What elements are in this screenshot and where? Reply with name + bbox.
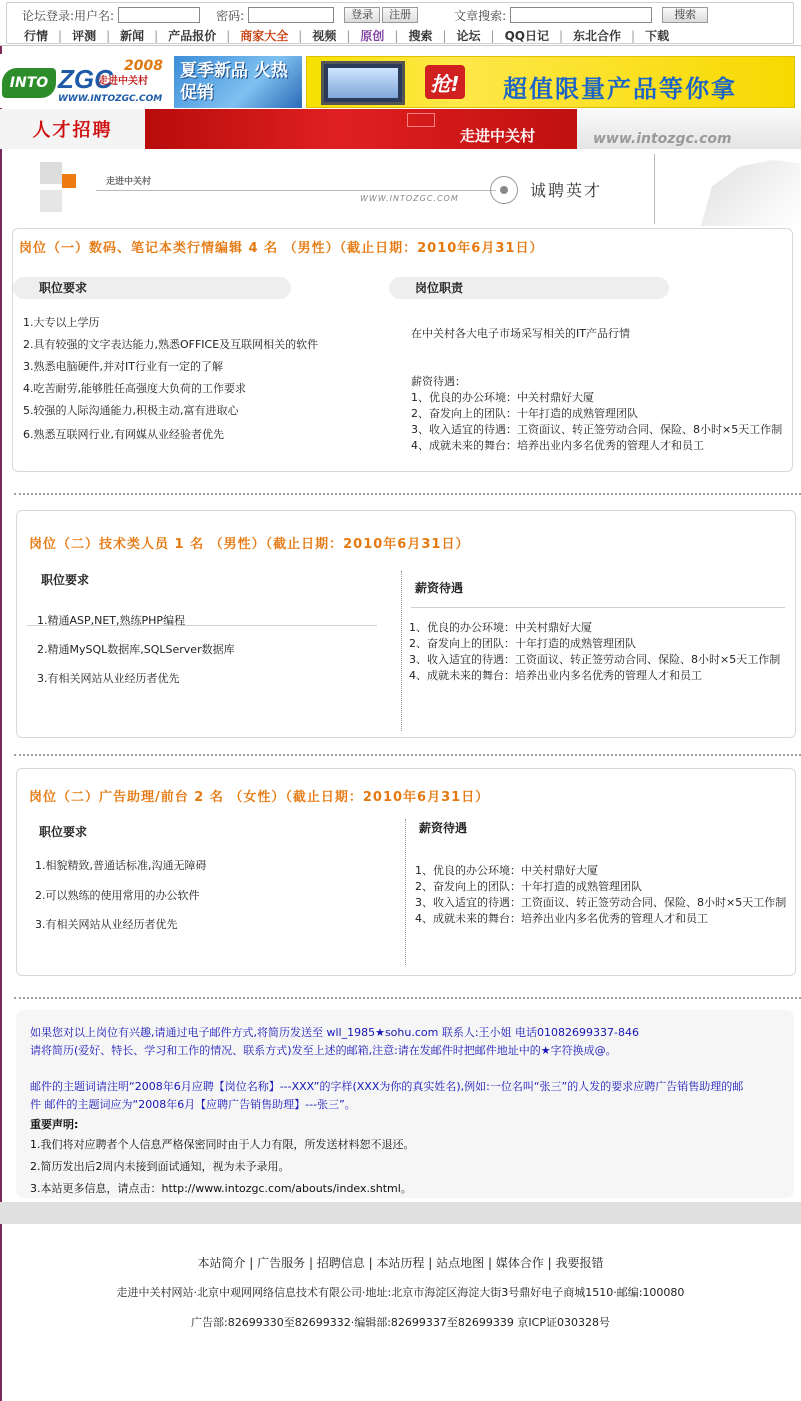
salary-item: 1、优良的办公环境：中关村鼎好大厦 bbox=[411, 391, 594, 404]
summer-promo-banner[interactable] bbox=[174, 56, 302, 108]
requirement-item: 3.熟悉电脑硬件,并对IT行业有一定的了解 bbox=[23, 360, 223, 373]
requirement-underline bbox=[27, 625, 377, 626]
nav-separator: | bbox=[442, 28, 447, 43]
decor-square bbox=[40, 162, 62, 184]
footer-phone-info: 广告部:82699330至82699332·编辑部:82699337至82699339 京ICP证030328号 bbox=[191, 1316, 610, 1329]
nav-download[interactable]: 下载 bbox=[645, 29, 670, 43]
hero-title: 诚聘英才 bbox=[530, 181, 603, 200]
salary-item: 4、成就未来的舞台：培养出业内多名优秀的管理人才和员工 bbox=[409, 669, 702, 682]
nav-merchants[interactable]: 商家大全 bbox=[240, 29, 289, 43]
nav-separator: | bbox=[58, 28, 63, 43]
password-input[interactable] bbox=[248, 7, 334, 23]
hero-vertical-divider bbox=[654, 154, 655, 224]
decor-orange-square bbox=[62, 174, 76, 188]
recruit-header bbox=[0, 109, 801, 149]
column-divider bbox=[405, 819, 406, 965]
nav-separator: | bbox=[558, 28, 564, 43]
requirement-item: 1.精通ASP,NET,熟练PHP编程 bbox=[37, 614, 186, 627]
requirements-heading: 职位要求 bbox=[41, 573, 90, 587]
salary-item: 4、成就未来的舞台：培养出业内多名优秀的管理人才和员工 bbox=[415, 912, 708, 925]
hero-dot-icon bbox=[500, 186, 508, 194]
limited-offer-slogan: 超值限量产品等你拿 bbox=[503, 75, 737, 103]
logo-name: ZGC bbox=[58, 64, 113, 94]
salary-item: 2、奋发向上的团队：十年打造的成熟管理团队 bbox=[411, 407, 638, 420]
notice-item-link[interactable]: 3.本站更多信息，请点击：http://www.intozgc.com/abouts/index.shtml。 bbox=[30, 1182, 412, 1195]
footer-links[interactable]: 本站简介 | 广告服务 | 招聘信息 | 本站历程 | 站点地图 | 媒体合作 | 我要报错 bbox=[197, 1256, 604, 1270]
job-panel-2 bbox=[16, 510, 796, 738]
duties-heading: 岗位职责 bbox=[389, 277, 669, 299]
article-search-input[interactable] bbox=[510, 7, 652, 23]
requirement-item: 1.相貌精致,普通话标准,沟通无障碍 bbox=[35, 859, 207, 872]
horse-icon bbox=[690, 160, 800, 226]
recruit-label: 人才招聘 bbox=[0, 109, 145, 149]
login-row bbox=[22, 5, 792, 25]
article-search-label: 文章搜索: bbox=[454, 8, 507, 23]
nav-original[interactable]: 原创 bbox=[360, 29, 385, 43]
nav-news[interactable]: 新闻 bbox=[120, 29, 145, 43]
application-instructions bbox=[16, 1010, 794, 1198]
site-logo[interactable] bbox=[0, 54, 172, 108]
nav-separator: | bbox=[298, 28, 303, 43]
column-divider bbox=[401, 571, 402, 731]
salary-item: 4、成就未来的舞台：培养出业内多名优秀的管理人才和员工 bbox=[411, 439, 704, 452]
requirements-heading: 职位要求 bbox=[39, 825, 88, 839]
subject-line-2: 件 邮件的主题词应为“2008年6月【应聘广告销售助理】---张三”。 bbox=[30, 1098, 356, 1111]
salary-item: 1、优良的办公环境：中关村鼎好大厦 bbox=[409, 621, 592, 634]
nav-separator: | bbox=[394, 28, 399, 43]
nav-quotes[interactable]: 行情 bbox=[24, 29, 49, 43]
requirement-item: 2.可以熟练的使用常用的办公软件 bbox=[35, 889, 200, 902]
apply-line-2: 请将简历(爱好、特长、学习和工作的情况、联系方式)发至上述的邮箱,注意:请在发邮件时把邮件地址中的★字符换成@。 bbox=[30, 1044, 617, 1057]
section-divider bbox=[14, 997, 801, 999]
forum-login-label: 论坛登录:用户名: bbox=[22, 8, 115, 23]
salary-item: 2、奋发向上的团队：十年打造的成熟管理团队 bbox=[415, 880, 642, 893]
hero-tag: 走进中关村 bbox=[106, 177, 152, 187]
requirement-item: 3.有相关网站从业经历者优先 bbox=[35, 918, 178, 931]
job-panel-1 bbox=[12, 228, 793, 472]
requirement-item: 3.有相关网站从业经历者优先 bbox=[37, 672, 180, 685]
nav-separator: | bbox=[631, 28, 636, 43]
requirement-item: 5.较强的人际沟通能力,积极主动,富有进取心 bbox=[23, 404, 239, 417]
decor-box bbox=[407, 113, 435, 127]
limited-offer-banner[interactable] bbox=[306, 56, 795, 108]
recruit-tagline: 走进中关村 bbox=[460, 127, 536, 145]
salary-item: 3、收入适宜的待遇：工资面议、转正签劳动合同、保险、8小时×5天工作制 bbox=[415, 896, 787, 909]
requirement-item: 2.具有较强的文字表达能力,熟悉OFFICE及互联网相关的软件 bbox=[23, 338, 319, 351]
salary-item: 3、收入适宜的待遇：工资面议、转正签劳动合同、保险、8小时×5天工作制 bbox=[411, 423, 783, 436]
notice-item: 2.简历发出后2周内未接到面试通知，视为未予录用。 bbox=[30, 1160, 290, 1173]
salary-heading: 薪资待遇 bbox=[419, 821, 468, 835]
nav-separator: | bbox=[154, 28, 159, 43]
username-input[interactable] bbox=[118, 7, 200, 23]
recruit-header-banner bbox=[145, 109, 577, 149]
subject-line-1: 邮件的主题词请注明“2008年6月应聘【岗位名称】---XXX”的字样(XXX为你的真实姓名),例如:一位名叫“张三”的人发的要求应聘广告销售助理的邮 bbox=[30, 1080, 744, 1093]
notice-heading: 重要声明: bbox=[30, 1118, 79, 1131]
hiring-hero bbox=[0, 150, 801, 226]
top-bar bbox=[0, 0, 801, 46]
nav-northeast[interactable]: 东北合作 bbox=[573, 29, 622, 43]
logo-year: 2008 bbox=[124, 58, 163, 74]
salary-heading: 薪资待遇： bbox=[411, 375, 466, 388]
recruit-url-block bbox=[577, 109, 801, 149]
requirement-item: 1.大专以上学历 bbox=[23, 316, 100, 329]
requirement-item: 6.熟悉互联网行业,有网媒从业经验者优先 bbox=[23, 428, 224, 441]
job-title: 岗位（二）技术类人员 1 名 （男性）（截止日期：2010年6月31日） bbox=[29, 537, 470, 552]
footer-company-info: 走进中关村网站·北京中观网网络信息技术有限公司·地址:北京市海淀区海淀大街3号鼎好电子商城1510·邮编:100080 bbox=[116, 1286, 685, 1299]
salary-heading: 薪资待遇 bbox=[415, 581, 464, 595]
hero-divider bbox=[96, 190, 496, 191]
logo-sub: 走进中关村 bbox=[98, 76, 148, 87]
footer-bar bbox=[0, 1202, 801, 1224]
nav-search[interactable]: 搜索 bbox=[408, 29, 433, 43]
grab-badge: 抢! bbox=[425, 65, 465, 99]
register-button[interactable]: 注册 bbox=[382, 7, 418, 23]
notice-item: 1.我们将对应聘者个人信息严格保密同时由于人力有限，所发送材料恕不退还。 bbox=[30, 1138, 415, 1151]
salary-item: 1、优良的办公环境：中关村鼎好大厦 bbox=[415, 864, 598, 877]
recruit-url: www.intozgc.com bbox=[593, 131, 732, 147]
nav-video[interactable]: 视频 bbox=[312, 29, 337, 43]
monitor-icon bbox=[321, 61, 405, 105]
nav-prices[interactable]: 产品报价 bbox=[168, 29, 217, 43]
duty-text: 在中关村各大电子市场采写相关的IT产品行情 bbox=[411, 327, 630, 340]
requirements-heading: 职位要求 bbox=[13, 277, 291, 299]
summer-promo-text: 夏季新品 火热促销 bbox=[180, 61, 288, 103]
apply-line-1: 如果您对以上岗位有兴趣,请通过电子邮件方式,将简历发送至 wll_1985★sohu.com 联系人:王小姐 电话01082699337-846 bbox=[30, 1026, 639, 1039]
decor-square bbox=[40, 190, 62, 212]
job-title: 岗位（二）广告助理/前台 2 名 （女性）（截止日期：2010年6月31日） bbox=[29, 790, 490, 805]
section-divider bbox=[14, 754, 801, 756]
job-panel-3 bbox=[16, 768, 796, 976]
logo-mark: INTO bbox=[2, 68, 56, 98]
nav-separator: | bbox=[226, 28, 231, 43]
nav-forum[interactable]: 论坛 bbox=[456, 29, 481, 43]
hero-url: WWW.INTOZGC.COM bbox=[360, 194, 459, 203]
main-nav bbox=[14, 27, 794, 44]
nav-separator: | bbox=[106, 28, 111, 43]
login-button[interactable]: 登录 bbox=[344, 7, 380, 23]
logo-url: WWW.INTOZGC.COM bbox=[58, 94, 163, 104]
nav-qq-diary[interactable]: QQ日记 bbox=[504, 29, 549, 43]
nav-separator: | bbox=[490, 28, 495, 43]
salary-underline bbox=[411, 607, 785, 608]
section-divider bbox=[14, 493, 801, 495]
search-button[interactable]: 搜索 bbox=[662, 7, 708, 23]
requirement-item: 2.精通MySQL数据库,SQLServer数据库 bbox=[37, 643, 235, 656]
nav-separator: | bbox=[346, 28, 351, 43]
job-title: 岗位（一）数码、笔记本类行情编辑 4 名 （男性）（截止日期：2010年6月31日） bbox=[19, 241, 544, 256]
nav-reviews[interactable]: 评测 bbox=[72, 29, 97, 43]
password-label: 密码: bbox=[216, 8, 245, 23]
salary-item: 2、奋发向上的团队：十年打造的成熟管理团队 bbox=[409, 637, 636, 650]
requirement-item: 4.吃苦耐劳,能够胜任高强度大负荷的工作要求 bbox=[23, 382, 246, 395]
salary-item: 3、收入适宜的待遇：工资面议、转正签劳动合同、保险、8小时×5天工作制 bbox=[409, 653, 781, 666]
